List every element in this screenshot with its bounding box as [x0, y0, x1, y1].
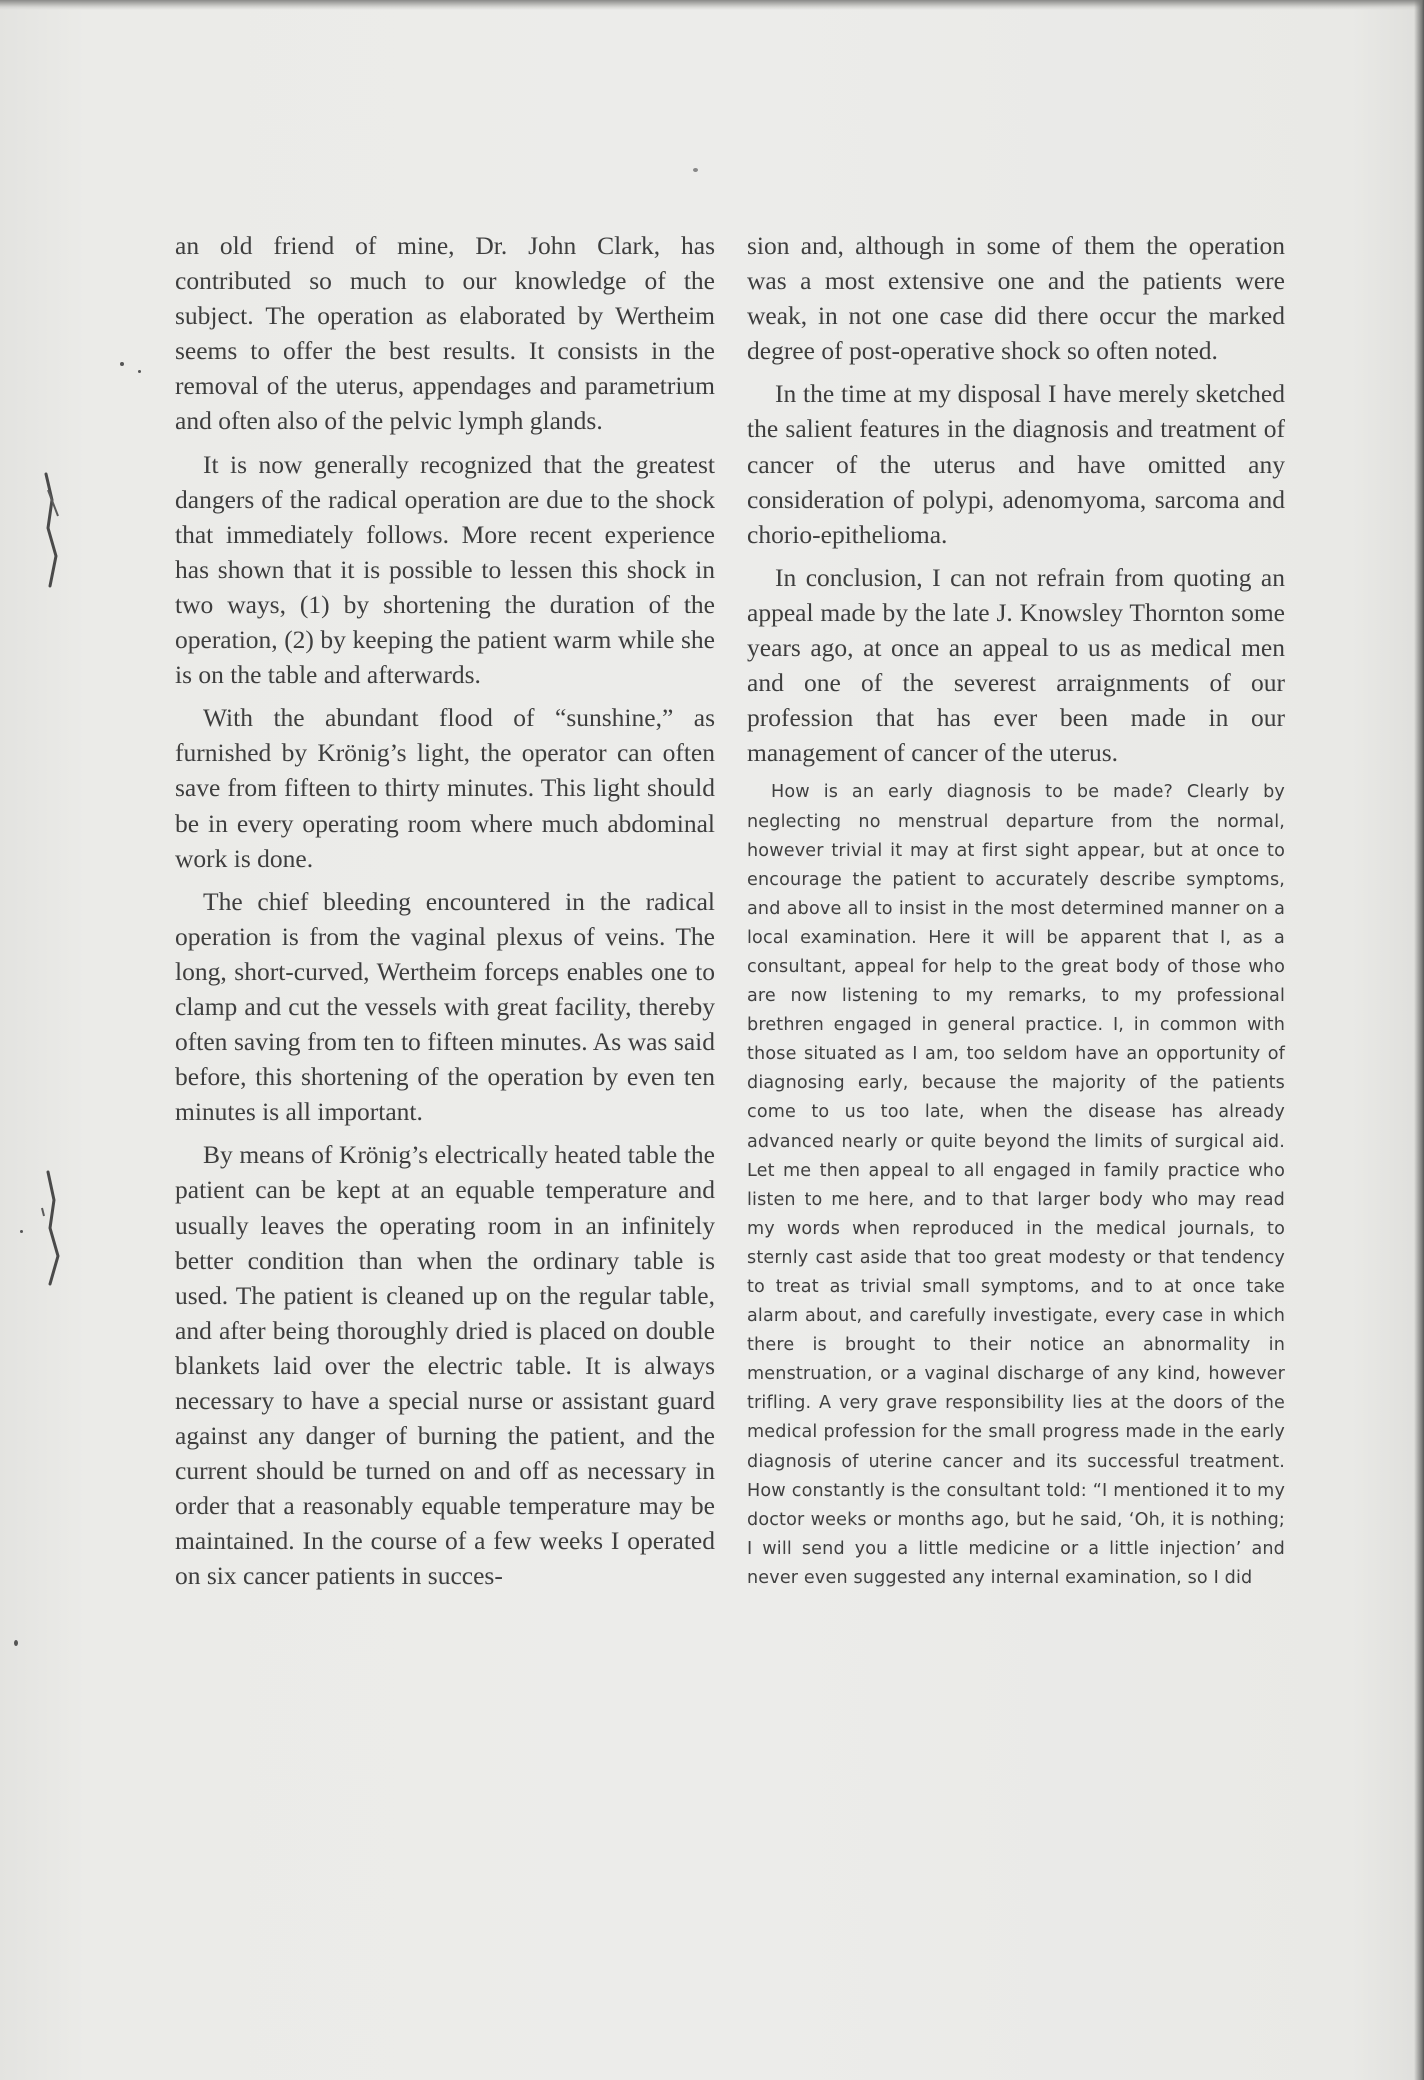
left-paragraph-1: an old friend of mine, Dr. John Clark, has contributed so much to our knowledge of the subject. The operation as elaborated by Wertheim seems to offer the best results. It consists in the removal of the uterus, appendages and parametrium and often also of the pelvic lymph glands.: [175, 231, 715, 436]
left-paragraph-3: With the abundant flood of “sunshine,” as furnished by Krönig’s light, the operator can often save from fifteen to thirty minutes. This light should be in every operating room where much abdominal work is done.: [175, 703, 715, 873]
top-edge-shadow: [0, 0, 1424, 10]
speck: [14, 1640, 18, 1646]
margin-bracket-upper-icon: [38, 470, 68, 590]
speck: [693, 168, 698, 172]
left-paragraph-5: By means of Krönig’s electrically heated table the patient can be kept at an equable temperature and usually leaves the operating room in an infinitely better condition than when the ordinary table is used. The patient is cleaned up on the regular table, and after being thoroughly dried is placed on double blankets laid over the electric table. It is always necessary to have a special nurse or assistant guard against any danger of burning the patient, and the current should be turned on and off as necessary in order that a reasonably equable temperature may be maintained. In the course of a few weeks I operated on six cancer patients in succes-: [175, 1140, 715, 1591]
speck: [120, 362, 124, 366]
right-paragraph-3: In conclusion, I can not refrain from quoting an appeal made by the late J. Knowsley Thornton some years ago, at once an appeal to us as medical men and one of the severest arraignments of our profession that has ever been made in our management of cancer of the uterus.: [747, 562, 1285, 768]
right-column: [747, 228, 1285, 1593]
right-paragraph-1: sion and, although in some of them the operation was a most extensive one and the patients were weak, in not one case did there occur the marked degree of post-operative shock so often noted.: [747, 231, 1285, 366]
speck: [20, 1230, 23, 1233]
left-column: [175, 228, 715, 1602]
right-paragraph-2: In the time at my disposal I have merely sketched the salient features in the diagnosis and treatment of cancer of the uterus and have omitted any consideration of polypi, adenomyoma, sarcoma and chorio-epithelioma.: [747, 379, 1285, 549]
left-paragraph-2: It is now generally recognized that the greatest dangers of the radical operation are due to the shock that immediately follows. More recent experience has shown that it is possible to lessen this shock in two ways, (1) by shortening the duration of the operation, (2) by keeping the patient warm while she is on the table and afterwards.: [175, 449, 715, 690]
left-paragraph-4: The chief bleeding encountered in the radical operation is from the vaginal plexus of veins. The long, short-curved, Wertheim forceps enables one to clamp and cut the vessels with great facility, thereby often saving from ten to fifteen minutes. As was said before, this shortening of the operation by even ten minutes is all important.: [175, 886, 715, 1127]
speck: [138, 370, 141, 373]
margin-bracket-lower-icon: [38, 1168, 68, 1288]
quoted-appeal: How is an early diagnosis to be made? Clearly by neglecting no menstrual departure from the normal, however trivial it may at first sight appear, but at once to encourage the patient to accurately describe symptoms, and above all to insist in the most determined manner on a local examination. Here it will be apparent that I, as a consultant, appeal for help to the great body of those who are now listening to my remarks, to my professional brethren engaged in general practice. I, in common with those situated as I am, too seldom have an opportunity of diagnosing early, because the majority of the patients come to us too late, when the disease has already advanced nearly or quite beyond the limits of surgical aid. Let me then appeal to all engaged in family practice who listen to me here, and to that larger body who may read my words when reproduced in the medical journals, to sternly cast aside that too great modesty or that tendency to treat as trivial small symptoms, and to at once take alarm about, and carefully investigate, every case in which there is brought to their notice an abnormality in menstruation, or a vaginal discharge of any kind, however trifling. A very grave responsibility lies at the doors of the medical profession for the small progress made in the early diagnosis of uterine cancer and its successful treatment. How constantly is the consultant told: “I mentioned it to my doctor weeks or months ago, but he said, ‘Oh, it is nothing; I will send you a little medicine or a little injection’ and never even suggested any internal examination, so I did: [747, 782, 1285, 1588]
right-edge-shadow: [1414, 0, 1424, 2080]
